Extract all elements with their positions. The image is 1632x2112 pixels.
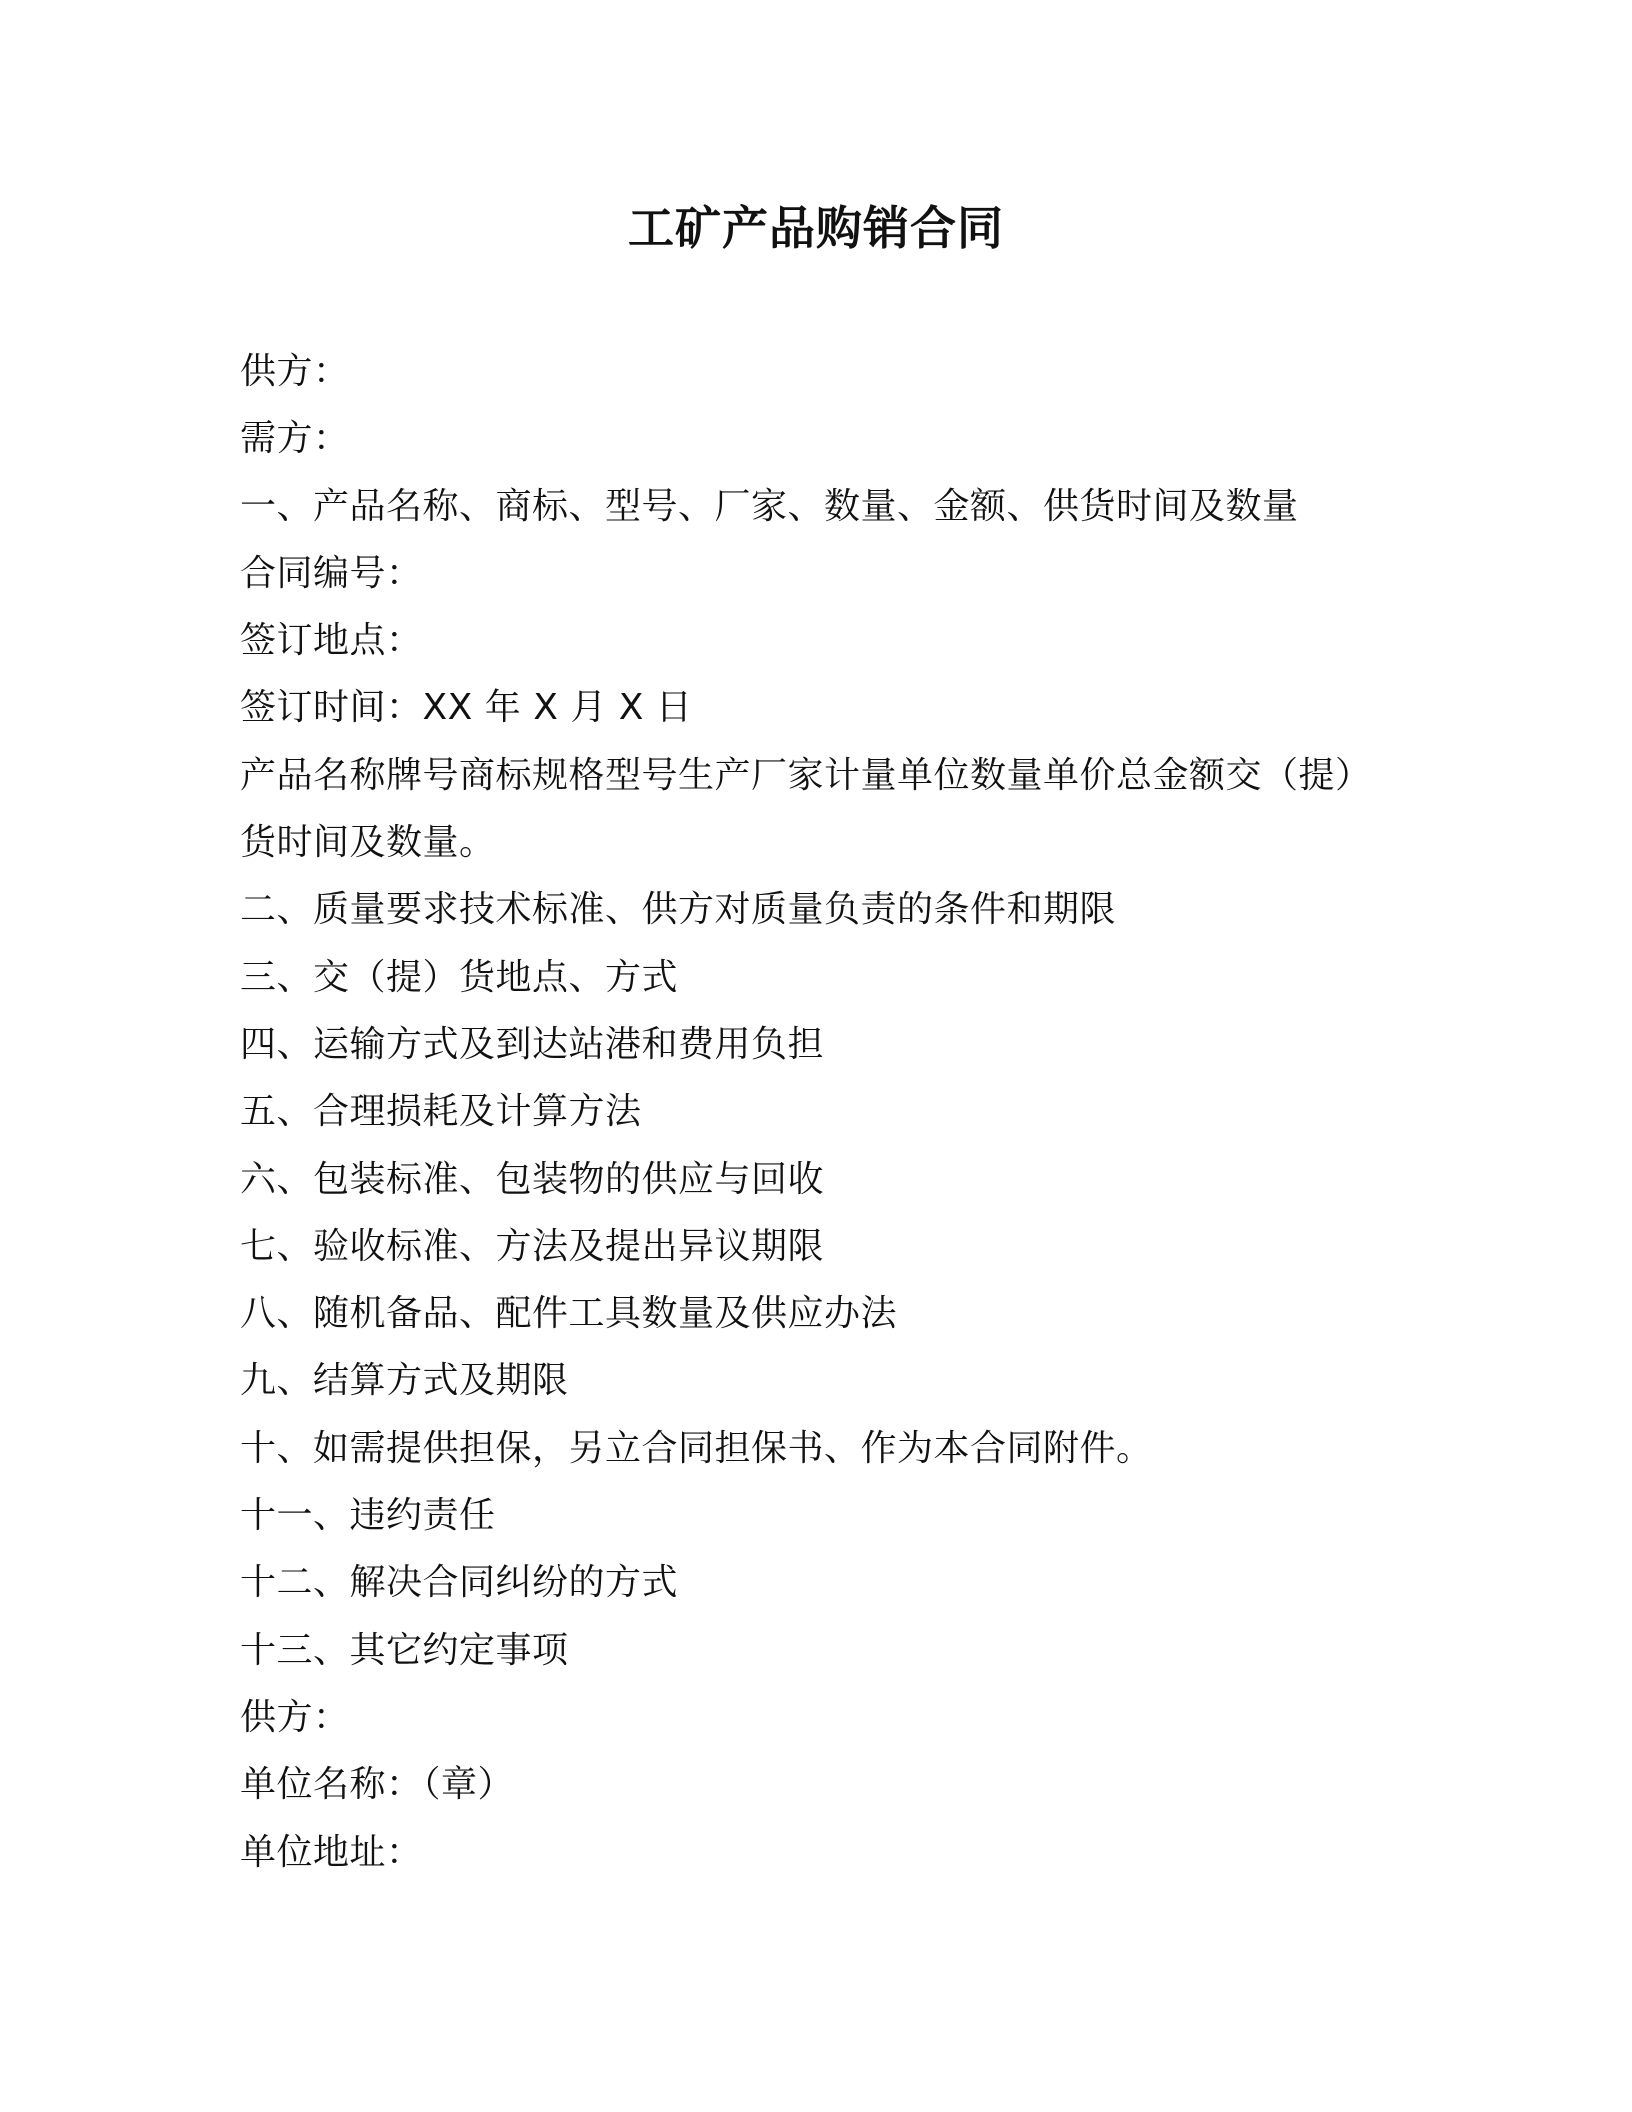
clause-10-heading: 十、如需提供担保，另立合同担保书、作为本合同附件。 — [240, 1427, 1153, 1469]
product-fields-line: 产品名称牌号商标规格型号生产厂家计量单位数量单价总金额交（提） — [240, 754, 1372, 796]
contract-number-line: 合同编号： — [240, 552, 423, 594]
clause-3-heading: 三、交（提）货地点、方式 — [240, 956, 679, 998]
buyer-line: 需方： — [240, 418, 350, 460]
unit-address-line: 单位地址： — [240, 1831, 423, 1873]
signing-place-line: 签订地点： — [240, 620, 423, 662]
signing-time-line: 签订时间：XX 年 X 月 X 日 — [240, 687, 693, 729]
clause-5-heading: 五、合理损耗及计算方法 — [240, 1091, 642, 1133]
clause-7-heading: 七、验收标准、方法及提出异议期限 — [240, 1225, 825, 1267]
clause-2-heading: 二、质量要求技术标准、供方对质量负责的条件和期限 — [240, 889, 1117, 931]
signature-supplier-line: 供方： — [240, 1696, 350, 1738]
contract-body — [240, 338, 1440, 1886]
document-title: 工矿产品购销合同 — [628, 201, 1004, 255]
product-fields-continuation: 货时间及数量。 — [240, 822, 496, 864]
clause-4-heading: 四、运输方式及到达站港和费用负担 — [240, 1023, 825, 1065]
supplier-line: 供方： — [240, 351, 350, 392]
unit-name-line: 单位名称：（章） — [240, 1764, 515, 1806]
clause-13-heading: 十三、其它约定事项 — [240, 1629, 569, 1671]
clause-1-heading: 一、产品名称、商标、型号、厂家、数量、金额、供货时间及数量 — [240, 485, 1299, 527]
clause-9-heading: 九、结算方式及期限 — [240, 1360, 569, 1402]
clause-11-heading: 十一、违约责任 — [240, 1495, 496, 1537]
clause-6-heading: 六、包装标准、包装物的供应与回收 — [240, 1158, 825, 1200]
clause-8-heading: 八、随机备品、配件工具数量及供应办法 — [240, 1293, 898, 1335]
clause-12-heading: 十二、解决合同纠纷的方式 — [240, 1562, 679, 1604]
